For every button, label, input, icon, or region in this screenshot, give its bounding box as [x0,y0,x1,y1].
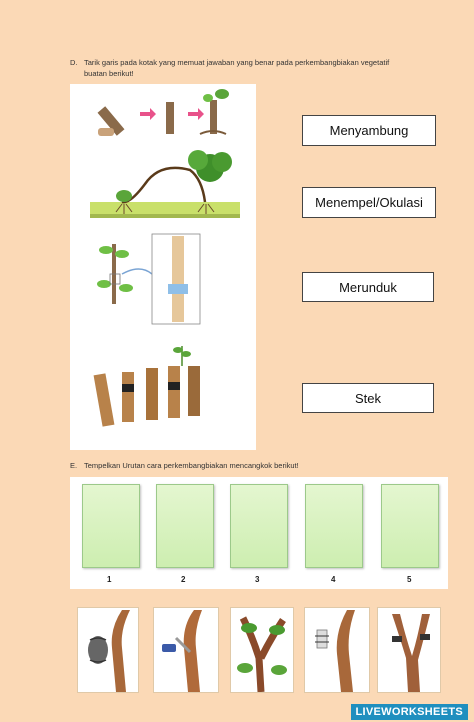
cutting-bark-illustration [154,608,218,692]
section-d-label: D. [70,58,78,67]
answer-menyambung[interactable]: Menyambung [302,115,436,146]
drop-slot-2[interactable] [156,484,214,568]
answer-menempel-okulasi[interactable]: Menempel/Okulasi [302,187,436,218]
drop-slot-1[interactable] [82,484,140,568]
vegetative-illustrations [70,84,256,450]
tied-branch-illustration [305,608,369,692]
section-d-instruction [84,57,424,79]
answer-stek[interactable]: Stek [302,383,434,413]
cuttings-illustration [94,346,200,427]
drop-slot-5[interactable] [381,484,439,568]
step-card-wrapped-branch[interactable] [77,607,139,693]
step-card-tied-branch[interactable] [304,607,370,693]
step-card-cutting-bark[interactable] [153,607,219,693]
drop-slot-4[interactable] [305,484,363,568]
instruction-line-2: buatan berikut! [84,69,134,78]
wrapped-branch-illustration [78,608,138,692]
slot-number-3: 3 [255,575,260,584]
brand-text: LIVEWORKSHEETS [355,706,463,718]
section-e-instruction: Tempelkan Urutan cara perkembangbiakan mencangkok berikut! [84,461,299,470]
slot-number-4: 4 [331,575,336,584]
step-card-ringed-branch[interactable] [377,607,441,693]
liveworksheets-logo [351,704,469,720]
grafting-illustration [98,89,229,136]
section-e-label: E. [70,461,78,470]
layering-illustration [90,150,240,218]
drop-slot-3[interactable] [230,484,288,568]
answer-merunduk[interactable]: Merunduk [302,272,434,302]
step-card-leafy-branch[interactable] [230,607,294,693]
slot-number-5: 5 [407,575,412,584]
ringed-branch-illustration [378,608,440,692]
slot-number-2: 2 [181,575,186,584]
slot-number-1: 1 [107,575,112,584]
vegetative-illustrations-panel [70,84,256,450]
instruction-line-1: Tarik garis pada kotak yang memuat jawaban yang benar pada perkembangbiakan vegetatif [84,58,390,67]
budding-illustration [97,234,200,324]
leafy-branch-illustration [231,608,293,692]
